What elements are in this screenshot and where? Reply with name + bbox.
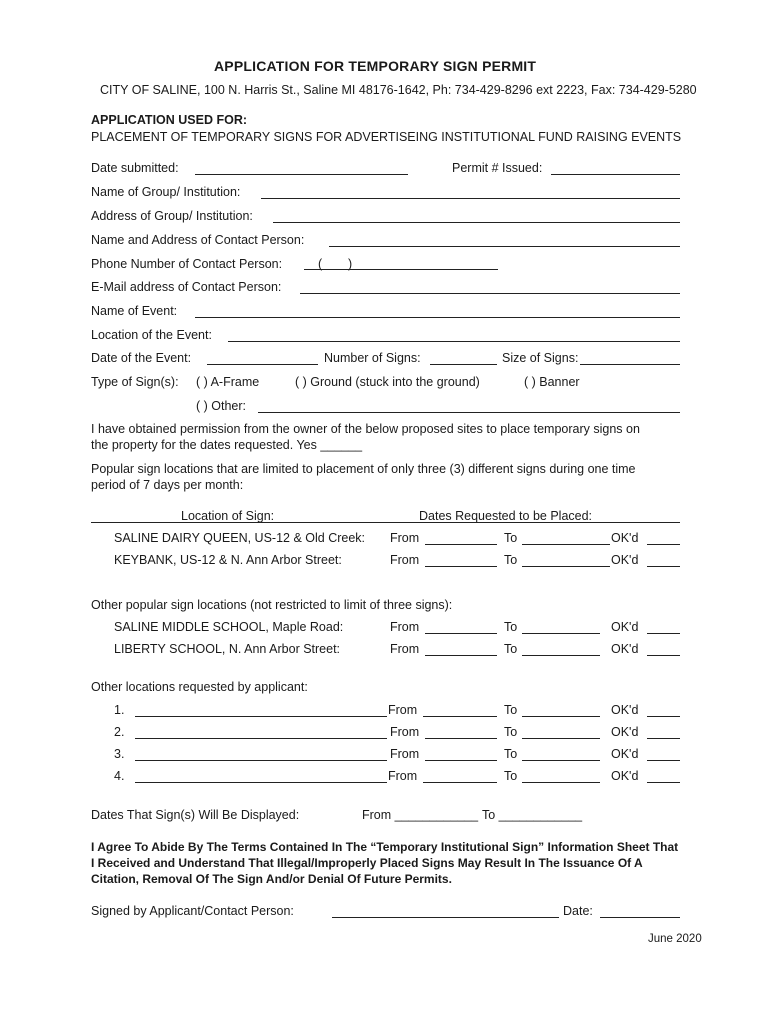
okd-label: OK'd (611, 531, 639, 545)
date-submitted-field[interactable] (195, 174, 408, 175)
sign-size-label: Size of Signs: (502, 351, 579, 365)
from-label: From (390, 747, 420, 761)
signature-field[interactable] (332, 917, 559, 918)
to-field[interactable] (522, 716, 600, 717)
limited-location-2: KEYBANK, US-12 & N. Ann Arbor Street: (114, 553, 342, 567)
applicant-location-field[interactable] (135, 760, 387, 761)
applicant-location-number: 3. (114, 747, 125, 761)
applicant-locations-heading: Other locations requested by applicant: (91, 680, 308, 694)
phone-paren-close: ) (348, 257, 353, 271)
applicant-location-number: 1. (114, 703, 125, 717)
date-submitted-label: Date submitted: (91, 161, 179, 175)
okd-label: OK'd (611, 725, 639, 739)
popular-text-line2: period of 7 days per month: (91, 478, 244, 492)
group-name-label: Name of Group/ Institution: (91, 185, 241, 199)
from-field[interactable] (425, 633, 497, 634)
from-field[interactable] (425, 566, 497, 567)
applicant-location-number: 4. (114, 769, 125, 783)
dates-column-header: Dates Requested to be Placed: (419, 509, 593, 523)
to-field[interactable] (522, 566, 610, 567)
event-location-field[interactable] (228, 341, 680, 342)
num-signs-field[interactable] (430, 364, 497, 365)
limited-location-1: SALINE DAIRY QUEEN, US-12 & Old Creek: (114, 531, 366, 545)
okd-label: OK'd (611, 747, 639, 761)
group-address-label: Address of Group/ Institution: (91, 209, 253, 223)
from-label: From (390, 620, 420, 634)
from-label: From (390, 531, 420, 545)
phone-paren-open: ( (318, 257, 323, 271)
from-field[interactable] (425, 544, 497, 545)
to-label: To (504, 553, 518, 567)
contact-name-address-label: Name and Address of Contact Person: (91, 233, 305, 247)
permission-text-line1: I have obtained permission from the owner of the below proposed sites to place temporary signs on (91, 422, 640, 436)
sign-type-ground-checkbox[interactable]: ( ) Ground (stuck into the ground) (295, 375, 480, 389)
applicant-location-number: 2. (114, 725, 125, 739)
table-header-rule (91, 522, 680, 523)
contact-email-label: E-Mail address of Contact Person: (91, 280, 282, 294)
signature-label: Signed by Applicant/Contact Person: (91, 904, 294, 918)
okd-field[interactable] (647, 633, 680, 634)
event-name-label: Name of Event: (91, 304, 178, 318)
permission-text-line2: the property for the dates requested. Yes ______ (91, 438, 363, 452)
okd-field[interactable] (647, 566, 680, 567)
okd-label: OK'd (611, 553, 639, 567)
to-field[interactable] (522, 760, 600, 761)
to-field[interactable] (522, 782, 600, 783)
permit-issued-field[interactable] (551, 174, 680, 175)
okd-field[interactable] (647, 782, 680, 783)
display-dates-from[interactable]: From ____________ (362, 808, 479, 822)
okd-field[interactable] (647, 716, 680, 717)
to-field[interactable] (522, 655, 600, 656)
contact-name-address-field[interactable] (329, 246, 680, 247)
event-location-label: Location of the Event: (91, 328, 212, 342)
okd-field[interactable] (647, 760, 680, 761)
to-label: To (504, 620, 518, 634)
agreement-line3: Citation, Removal Of The Sign And/or Denial Of Future Permits. (91, 872, 452, 886)
other-popular-location-1: SALINE MIDDLE SCHOOL, Maple Road: (114, 620, 344, 634)
to-field[interactable] (522, 544, 610, 545)
to-label: To (504, 747, 518, 761)
num-signs-label: Number of Signs: (324, 351, 421, 365)
okd-field[interactable] (647, 738, 680, 739)
from-label: From (390, 725, 420, 739)
sign-size-field[interactable] (580, 364, 680, 365)
event-name-field[interactable] (195, 317, 680, 318)
usage-heading: APPLICATION USED FOR: (91, 113, 248, 127)
applicant-location-field[interactable] (135, 716, 387, 717)
from-label: From (388, 769, 418, 783)
other-popular-heading: Other popular sign locations (not restricted to limit of three signs): (91, 598, 453, 612)
okd-label: OK'd (611, 769, 639, 783)
from-field[interactable] (425, 655, 497, 656)
okd-field[interactable] (647, 655, 680, 656)
applicant-location-field[interactable] (135, 738, 387, 739)
to-label: To (504, 642, 518, 656)
display-dates-to[interactable]: To ____________ (482, 808, 583, 822)
revision-date: June 2020 (648, 933, 702, 945)
okd-label: OK'd (611, 620, 639, 634)
other-popular-location-2: LIBERTY SCHOOL, N. Ann Arbor Street: (114, 642, 341, 656)
page-title: APPLICATION FOR TEMPORARY SIGN PERMIT (214, 58, 537, 74)
sign-type-other-field[interactable] (258, 412, 680, 413)
from-field[interactable] (425, 738, 497, 739)
okd-label: OK'd (611, 642, 639, 656)
sign-type-label: Type of Sign(s): (91, 375, 179, 389)
from-label: From (388, 703, 418, 717)
event-date-field[interactable] (207, 364, 318, 365)
location-column-header: Location of Sign: (181, 509, 275, 523)
from-field[interactable] (423, 782, 497, 783)
group-address-field[interactable] (273, 222, 680, 223)
signature-date-field[interactable] (600, 917, 680, 918)
permit-issued-label: Permit # Issued: (452, 161, 543, 175)
signature-date-label: Date: (563, 904, 593, 918)
from-field[interactable] (423, 716, 497, 717)
to-label: To (504, 531, 518, 545)
to-field[interactable] (522, 738, 600, 739)
to-field[interactable] (522, 633, 600, 634)
agreement-line1: I Agree To Abide By The Terms Contained In The “Temporary Institutional Sign” Information Sheet That (91, 840, 679, 854)
event-date-label: Date of the Event: (91, 351, 192, 365)
city-info: CITY OF SALINE, 100 N. Harris St., Saline MI 48176-1642, Ph: 734-429-8296 ext 2223, Fax: 734-429-5280 (100, 83, 697, 97)
to-label: To (504, 769, 518, 783)
from-label: From (390, 553, 420, 567)
sign-type-a-frame-checkbox[interactable]: ( ) A-Frame (196, 375, 260, 389)
to-label: To (504, 703, 518, 717)
contact-email-field[interactable] (300, 293, 680, 294)
contact-phone-field[interactable] (304, 269, 498, 270)
display-dates-label: Dates That Sign(s) Will Be Displayed: (91, 808, 300, 822)
usage-text: PLACEMENT OF TEMPORARY SIGNS FOR ADVERTISEING INSTITUTIONAL FUND RAISING EVENTS (91, 130, 682, 144)
sign-type-other-checkbox[interactable]: ( ) Other: (196, 399, 247, 413)
contact-phone-label: Phone Number of Contact Person: (91, 257, 283, 271)
okd-label: OK'd (611, 703, 639, 717)
popular-text-line1: Popular sign locations that are limited to placement of only three (3) different signs during one time (91, 462, 636, 476)
agreement-line2: I Received and Understand That Illegal/Improperly Placed Signs May Result In The Issuance Of A (91, 856, 643, 870)
group-name-field[interactable] (261, 198, 680, 199)
sign-type-banner-checkbox[interactable]: ( ) Banner (524, 375, 580, 389)
applicant-location-field[interactable] (135, 782, 387, 783)
okd-field[interactable] (647, 544, 680, 545)
from-field[interactable] (425, 760, 497, 761)
to-label: To (504, 725, 518, 739)
from-label: From (390, 642, 420, 656)
